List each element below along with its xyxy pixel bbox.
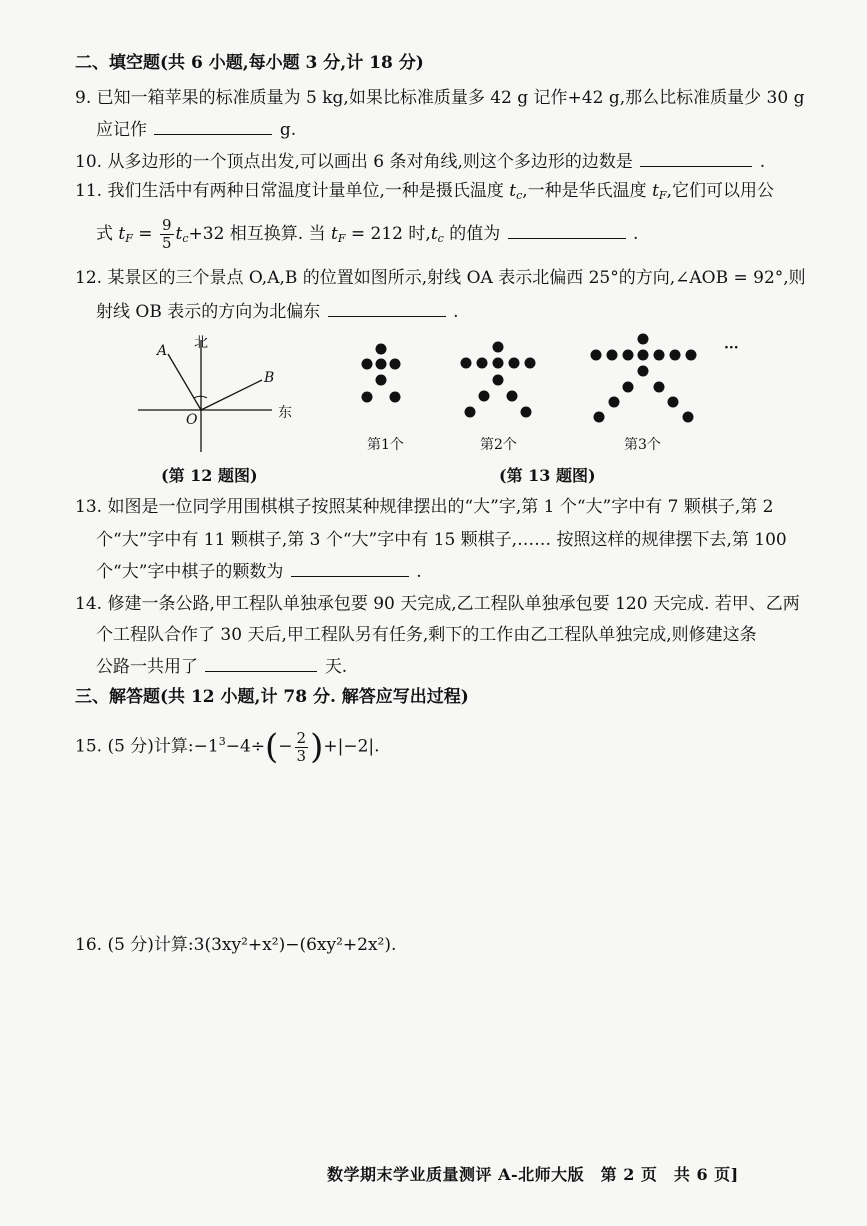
answer-blank-13[interactable] xyxy=(291,560,409,577)
q15-left-paren: ( xyxy=(265,727,279,768)
figure-12-caption: (第 12 题图) xyxy=(161,466,258,485)
formula-eq: = xyxy=(132,224,158,244)
question-11-text-a: 11. 我们生活中有两种日常温度计量单位,一种是摄氏温度 xyxy=(75,181,504,201)
question-13-end: . xyxy=(416,562,422,582)
label-north: 北 xyxy=(194,335,208,351)
q15-right-paren: ) xyxy=(310,727,324,768)
label-point-a: A xyxy=(157,343,168,359)
sub-f: F xyxy=(658,189,667,202)
cond-var: t xyxy=(331,224,338,244)
answer-blank-14[interactable] xyxy=(205,655,317,672)
question-16-prefix: 16. (5 分)计算: xyxy=(75,935,194,955)
question-10-text: 10. 从多边形的一个顶点出发,可以画出 6 条对角线,则这个多边形的边数是 xyxy=(75,152,633,172)
formula-lhs-sub: F xyxy=(125,232,133,245)
question-9-pre: 应记作 xyxy=(96,120,147,140)
label-east: 东 xyxy=(278,405,292,421)
figure-13-caption: (第 13 题图) xyxy=(499,466,596,485)
label-point-o: O xyxy=(186,412,198,428)
pattern-3 xyxy=(591,334,697,423)
var-tf: t xyxy=(652,181,659,201)
question-14-text: 公路一共用了 xyxy=(96,657,198,677)
pattern-2 xyxy=(461,342,536,418)
label-point-b: B xyxy=(264,370,275,386)
sub-c: c xyxy=(516,189,523,202)
question-15 xyxy=(75,722,815,767)
question-11-text-c: ,它们可以用公 xyxy=(666,181,774,201)
pattern-2-label: 第2个 xyxy=(480,437,517,453)
cond-val: = 212 时, xyxy=(345,224,431,244)
question-15-prefix: 15. (5 分)计算: xyxy=(75,736,194,757)
pattern-1 xyxy=(362,344,401,403)
question-14-unit: 天. xyxy=(324,657,348,677)
question-14-line2: 个工程队合作了 30 天后,甲工程队另有任务,剩下的工作由乙工程队单独完成,则修建这条 xyxy=(96,625,757,645)
cond-sub: F xyxy=(337,232,346,245)
question-10-end: . xyxy=(759,152,766,172)
section-heading-fill-blank: 二、填空题(共 6 小题,每小题 3 分,计 18 分) xyxy=(75,53,424,73)
question-11-text-b: ,一种是华氏温度 xyxy=(522,181,647,201)
ask-text: 的值为 xyxy=(443,224,501,244)
q15-fraction xyxy=(295,730,309,765)
ask-var: t xyxy=(430,224,438,244)
question-16-expression: 3(3xy²+x²)−(6xy²+2x²). xyxy=(193,935,397,955)
formula-lhs: t xyxy=(118,224,126,244)
q15-fraction-den: 3 xyxy=(296,746,307,765)
question-13-line3 xyxy=(96,560,836,583)
formula-tc-sub: c xyxy=(182,232,189,245)
question-16 xyxy=(75,934,815,956)
question-13-line2: 个“大”字中有 11 颗棋子,第 3 个“大”字中有 15 颗棋子,…… 按照这样的规律摆下去,第 100 xyxy=(96,530,787,550)
pattern-ellipsis: ··· xyxy=(724,340,739,356)
question-14-line3 xyxy=(96,655,836,678)
question-12-line1: 12. 某景区的三个景点 O,A,B 的位置如图所示,射线 OA 表示北偏西 25°的方向,∠AOB = 92°,则 xyxy=(75,268,806,288)
section-heading-solve: 三、解答题(共 12 小题,计 78 分. 解答应写出过程) xyxy=(75,687,469,707)
page-footer: 数学期末学业质量测评 A-北师大版 第 2 页 共 6 页] xyxy=(327,1165,739,1184)
question-9-line1: 9. 已知一箱苹果的标准质量为 5 kg,如果比标准质量多 42 g 记作+42 g,那么比标准质量少 30 g xyxy=(75,88,805,108)
question-9-unit: g. xyxy=(279,120,297,140)
q15-exponent: 3 xyxy=(218,735,226,748)
fraction-num: 9 xyxy=(161,216,172,234)
formula-tc: t xyxy=(175,224,183,244)
question-13-text: 个“大”字中棋子的颗数为 xyxy=(96,562,284,582)
question-11-end: . xyxy=(633,224,639,244)
question-12-text: 射线 OB 表示的方向为北偏东 xyxy=(96,302,321,322)
q15-term-a: −1 xyxy=(193,736,219,757)
question-13-line1: 13. 如图是一位同学用围棋棋子按照某种规律摆出的“大”字,第 1 个“大”字中有 7 颗棋子,第 2 xyxy=(75,497,774,517)
var-tc: t xyxy=(509,181,517,201)
question-11-formula-pre: 式 xyxy=(96,224,113,244)
q15-term-c: +|−2|. xyxy=(323,736,380,757)
ask-sub: c xyxy=(437,232,444,245)
question-14-line1: 14. 修建一条公路,甲工程队单独承包要 90 天完成,乙工程队单独承包要 120 天完成. 若甲、乙两 xyxy=(75,594,800,614)
pattern-1-label: 第1个 xyxy=(367,437,404,453)
q15-fraction-num: 2 xyxy=(296,728,307,747)
q15-term-b: −4÷ xyxy=(225,736,266,757)
pattern-3-label: 第3个 xyxy=(624,437,661,453)
question-12-end: . xyxy=(453,302,459,322)
q15-neg-sign: − xyxy=(278,736,293,757)
formula-rest: +32 相互换算. 当 xyxy=(188,224,326,244)
fraction-den: 5 xyxy=(161,234,172,252)
